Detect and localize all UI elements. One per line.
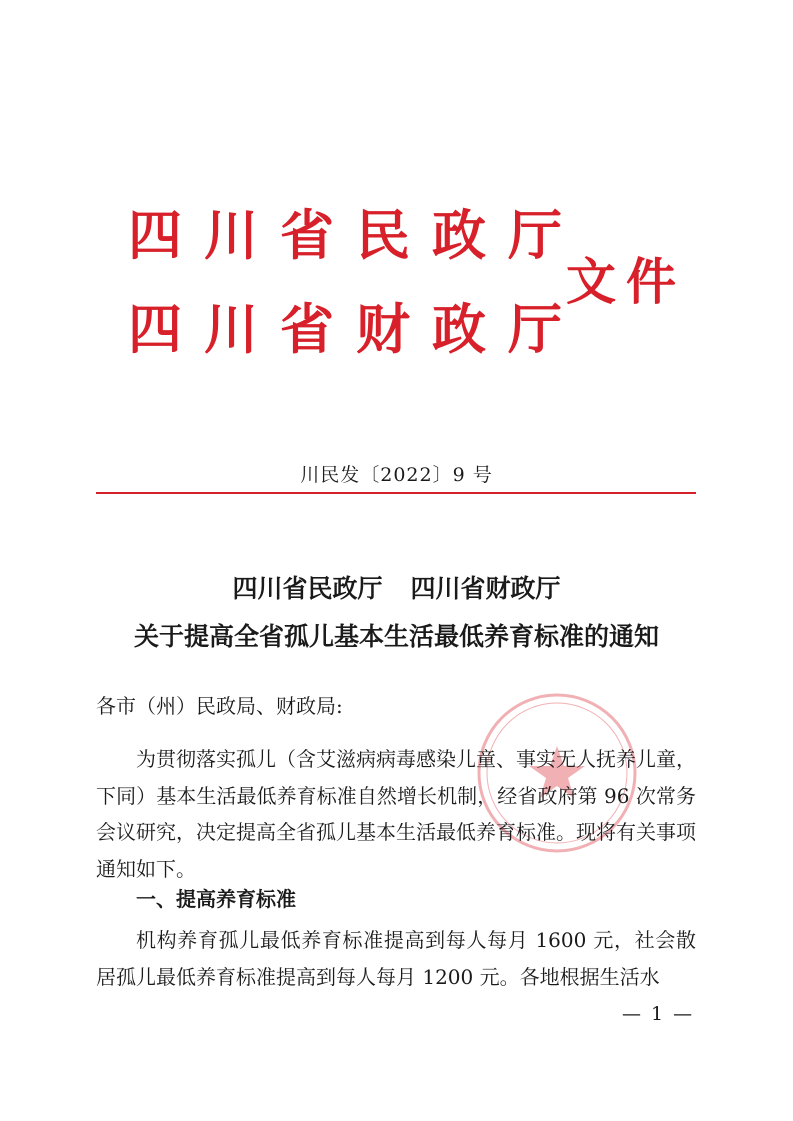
body-paragraph-2: 机构养育孤儿最低养育标准提高到每人每月 1600 元，社会散居孤儿最低养育标准提高到每人每月 1200 元。各地根据生活水 bbox=[96, 928, 696, 989]
issuer-finance: 四川省财政厅 bbox=[128, 297, 584, 361]
document-type-label: 文件 bbox=[566, 252, 686, 311]
title-issuer-1: 四川省民政厅 bbox=[232, 574, 383, 603]
document-title-line1 bbox=[0, 569, 793, 605]
document-number: 川民发〔2022〕9 号 bbox=[300, 464, 493, 486]
red-divider-line bbox=[96, 492, 696, 494]
page-number: — 1 — bbox=[622, 1003, 695, 1025]
body-paragraph-1: 为贯彻落实孤儿（含艾滋病病毒感染儿童、事实无人抚养儿童，下同）基本生活最低养育标准自然增长机制，经省政府第 96 次常务会议研究，决定提高全省孤儿基本生活最低养育标准。现将有关事项通知如下。 bbox=[96, 747, 696, 881]
issuer-civil-affairs: 四川省民政厅 bbox=[128, 203, 584, 267]
title-issuer-2: 四川省财政厅 bbox=[410, 574, 561, 603]
addressee: 各市（州）民政局、财政局: bbox=[96, 694, 343, 718]
document-title-line2: 关于提高全省孤儿基本生活最低养育标准的通知 bbox=[133, 622, 659, 651]
section-heading-1: 一、提高养育标准 bbox=[136, 887, 296, 911]
